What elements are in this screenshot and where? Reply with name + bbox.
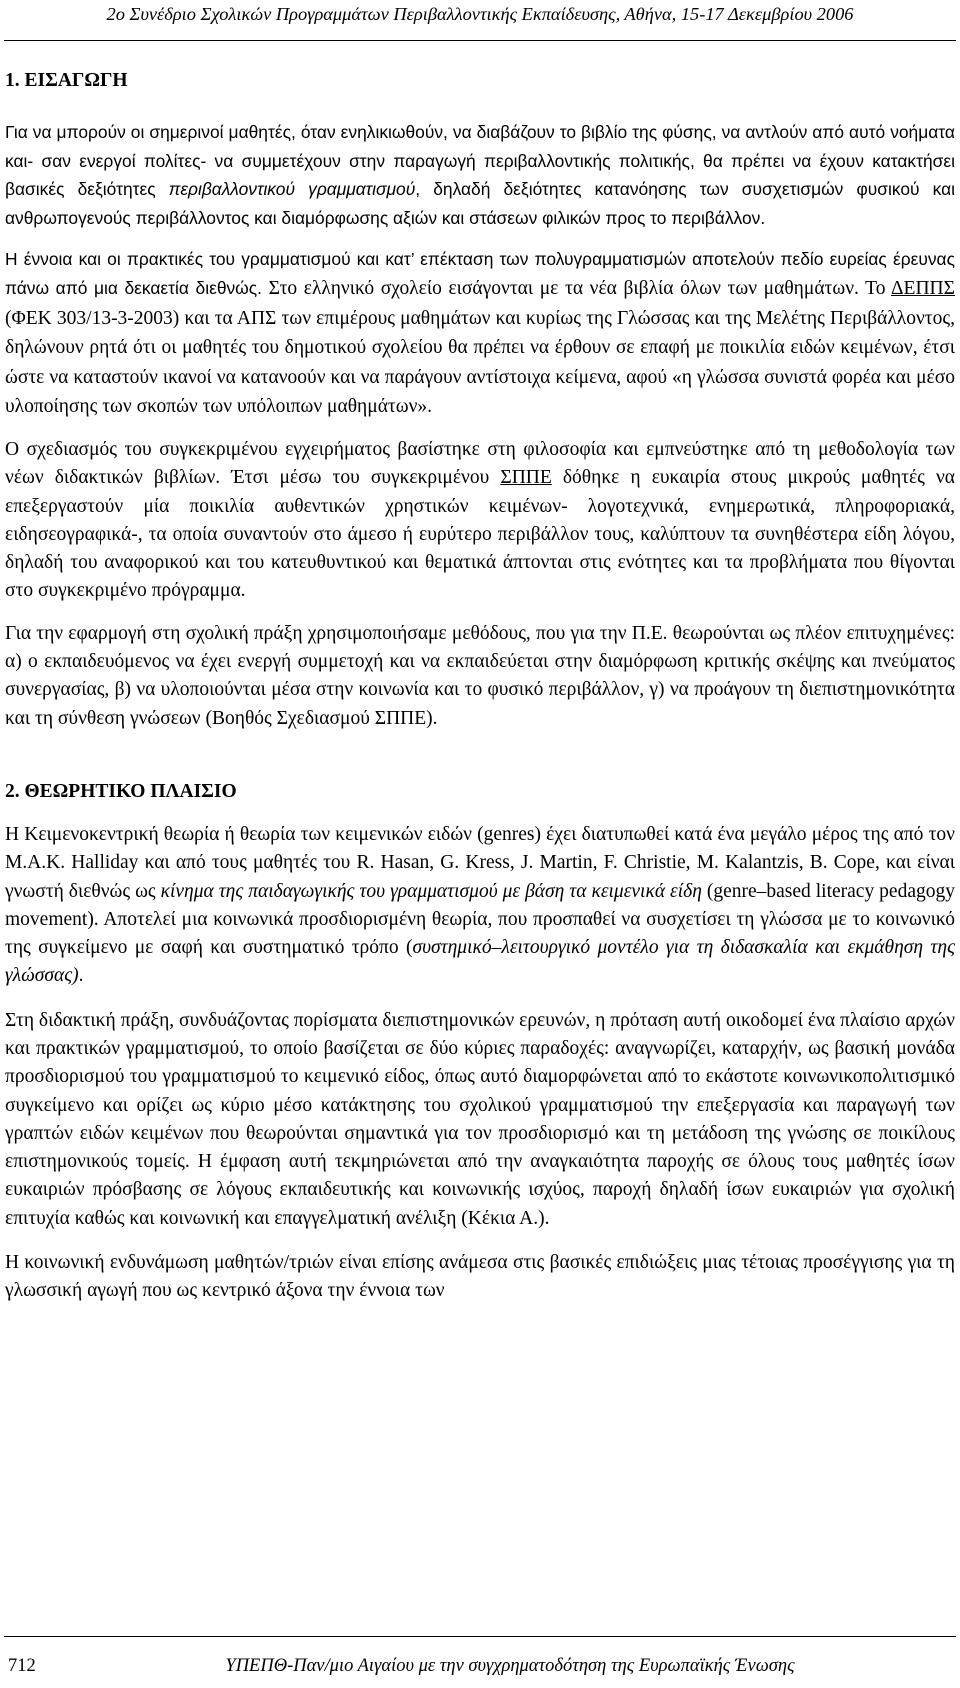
page-footer: ΥΠΕΠΘ-Παν/μιο Αιγαίου με την συγχρηματοδότηση της Ευρωπαϊκής Ένωσης [225, 1656, 795, 1676]
page-footer-area [0, 1636, 960, 1688]
theory-paragraph-1: Η Κειμενοκεντρική θεωρία ή θεωρία των κειμενικών ειδών (genres) έχει διατυπωθεί κατά ένα μεγάλο μέρος της από τον M.A.K. Halliday και από τους μαθητές του R. Hasan, G. Kress, J. Martin, F. Christie, M. Kalantzis, B. Cope, και είναι γνωστή διεθνώς ως κίνημα της παιδαγωγικής του γραμματισμού με βάση τα κειμενικά είδη (genre–based literacy pedagogy movement). Αποτελεί μια κοινωνικά προσδιορισμένη θεωρία, που προσπαθεί να συσχετίσει τη γλώσσα με το κοινωνικό της συγκείμενο με σαφή και συστηματικό τρόπο (συστημικό–λειτουργικό μοντέλο για τη διδασκαλία και εκμάθηση της γλώσσας). [5, 823, 955, 987]
page-header: 2ο Συνέδριο Σχολικών Προγραμμάτων Περιβαλλοντικής Εκπαίδευσης, Αθήνα, 15-17 Δεκεμβρίου 2006 [106, 4, 854, 24]
page-content [5, 64, 955, 1306]
intro-paragraph-1: Για να μπορούν οι σημερινοί μαθητές, όταν ενηλικιωθούν, να διαβάζουν το βιβλίο της φύσης, να αντλούν από αυτό νοήματα και- σαν ενεργοί πολίτες- να συμμετέχουν στην παραγωγή περιβαλλοντικής πολιτικής, θα πρέπει να έχουν κατακτήσει βασικές δεξιότητες περιβαλλοντικού γραμματισμού, δηλαδή δεξιότητες κατανόησης των συσχετισμών φυσικού και ανθρωπογενούς περιβάλλοντος και διαμόρφωσης αξιών και στάσεων φιλικών προς το περιβάλλον. [5, 122, 956, 228]
intro-paragraph-3: Ο σχεδιασμός του συγκεκριμένου εγχειρήματος βασίστηκε στη φιλοσοφία και εμπνεύστηκε από τη μεθοδολογία των νέων διδακτικών βιβλίων. Έτσι μέσω του συγκεκριμένου ΣΠΠΕ δόθηκε η ευκαιρία στους μικρούς μαθητές να επεξεργαστούν μία ποικιλία αυθεντικών χρηστικών κειμένων- λογοτεχνικά, ενημερωτικά, πληροφοριακά, ειδησεογραφικά-, τα οποία συναντούν στο άμεσο ή ευρύτερο περιβάλλον τους, καλύπτουν τα συνηθέστερα είδη λόγου, δηλαδή του αναφορικού και του κατευθυντικού και θεματικά άπτονται στις ενότητες και τα προβλήματα που θίγονται στο συγκεκριμένο πρόγραμμα. [5, 438, 955, 602]
intro-paragraph-4: Για την εφαρμογή στη σχολική πράξη χρησιμοποιήσαμε μεθόδους, που για την Π.Ε. θεωρούνται ως πλέον επιτυχημένες: α) ο εκπαιδευόμενος να έχει ενεργή συμμετοχή και να εκπαιδεύεται στην διαμόρφωση κριτικής σκέψης και πνεύματος συνεργασίας, β) να υλοποιούνται μέσα στην κοινωνία και το φυσικό περιβάλλον, γ) να προάγουν τη διεπιστημονικότητα και τη σύνθεση γνώσεων (Βοηθός Σχεδιασμού ΣΠΠΕ). [5, 622, 955, 729]
section-title-theoretical-framework: 2. ΘΕΩΡΗΤΙΚΟ ΠΛΑΙΣΙΟ [5, 780, 237, 802]
intro-paragraph-2: Η έννοια και οι πρακτικές του γραμματισμού και κατ’ επέκταση των πολυγραμματισμών αποτελούν πεδίο ευρείας έρευνας πάνω από μια δεκαετία διεθνώς. Στο ελληνικό σχολείο εισάγονται με τα νέα βιβλία όλων των μαθημάτων. Το ΔΕΠΠΣ (ΦΕΚ 303/13-3-2003) και τα ΑΠΣ των επιμέρους μαθημάτων και κυρίως της Γλώσσας και της Μελέτης Περιβάλλοντος, δηλώνουν ρητά ότι οι μαθητές του δημοτικού σχολείου θα πρέπει να έρθουν σε επαφή με ποικιλία ειδών κειμένων, έτσι ώστε να καταστούν ικανοί να κατανοούν και να παράγουν αντίστοιχα κείμενα, αφού «η γλώσσα συνιστά φορέα και μέσο υλοποίησης των σκοπών των υπόλοιπων μαθημάτων». [5, 249, 955, 418]
theory-paragraph-2: Στη διδακτική πράξη, συνδυάζοντας πορίσματα διεπιστημονικών ερευνών, η πρόταση αυτή οικοδομεί ένα πλαίσιο αρχών και πρακτικών γραμματισμού, το οποίο βασίζεται σε δύο κύριες παραδοχές: αναγνωρίζει, καταρχήν, ως βασική μονάδα προσδιορισμού του γραμματισμού το κειμενικό είδος, όπως αυτό διαμορφώνεται από το εκάστοτε κοινωνικοπολιτισμικό συγκείμενο και ορίζει ως κύριο μέσο κατάκτησης του σχολικού γραμματισμού την επεξεργασία και παραγωγή των γραπτών ειδών κειμένων που θεωρούνται σημαντικά για τον προσδιορισμό και τη μετάδοση της γνώσης σε ποικίλους επιστημονικούς τομείς. Η έμφαση αυτή τεκμηριώνεται από την αναγκαιότητα παροχής σε όλους τους μαθητές ίσων ευκαιριών πρόσβασης σε λόγους εκπαιδευτικής και κοινωνικής ισχύος, παροχή δηλαδή ίσων ευκαιριών για σχολική επιτυχία καθώς και κοινωνική και επαγγελματική ανέλιξη (Κέκια Α.). [5, 1009, 955, 1229]
emphasis-genre-pedagogy: κίνημα της παιδαγωγικής του γραμματισμού με βάση τα κειμενικά είδη [160, 880, 702, 902]
emphasis-systemic-functional-model: συστημικό–λειτουργικό μοντέλο για τη διδασκαλία και εκμάθηση της γλώσσας) [5, 937, 955, 987]
deppps-underlined: ΔΕΠΠΣ [891, 277, 955, 299]
section-title-introduction: 1. ΕΙΣΑΓΩΓΗ [5, 70, 128, 91]
emphasis-environmental-literacy: περιβαλλοντικού γραμματισμού [168, 179, 416, 200]
footer-rule [4, 1636, 956, 1637]
sppe-underlined: ΣΠΠΕ [500, 467, 552, 489]
theory-paragraph-3: Η κοινωνική ενδυνάμωση μαθητών/τριών είναι επίσης ανάμεσα στις βασικές επιδιώξεις μιας τέτοιας προσέγγισης για τη γλωσσική αγωγή που ως κεντρικό άξονα την έννοια των [5, 1252, 955, 1302]
header-rule [4, 40, 956, 41]
page-number: 712 [8, 1656, 36, 1676]
